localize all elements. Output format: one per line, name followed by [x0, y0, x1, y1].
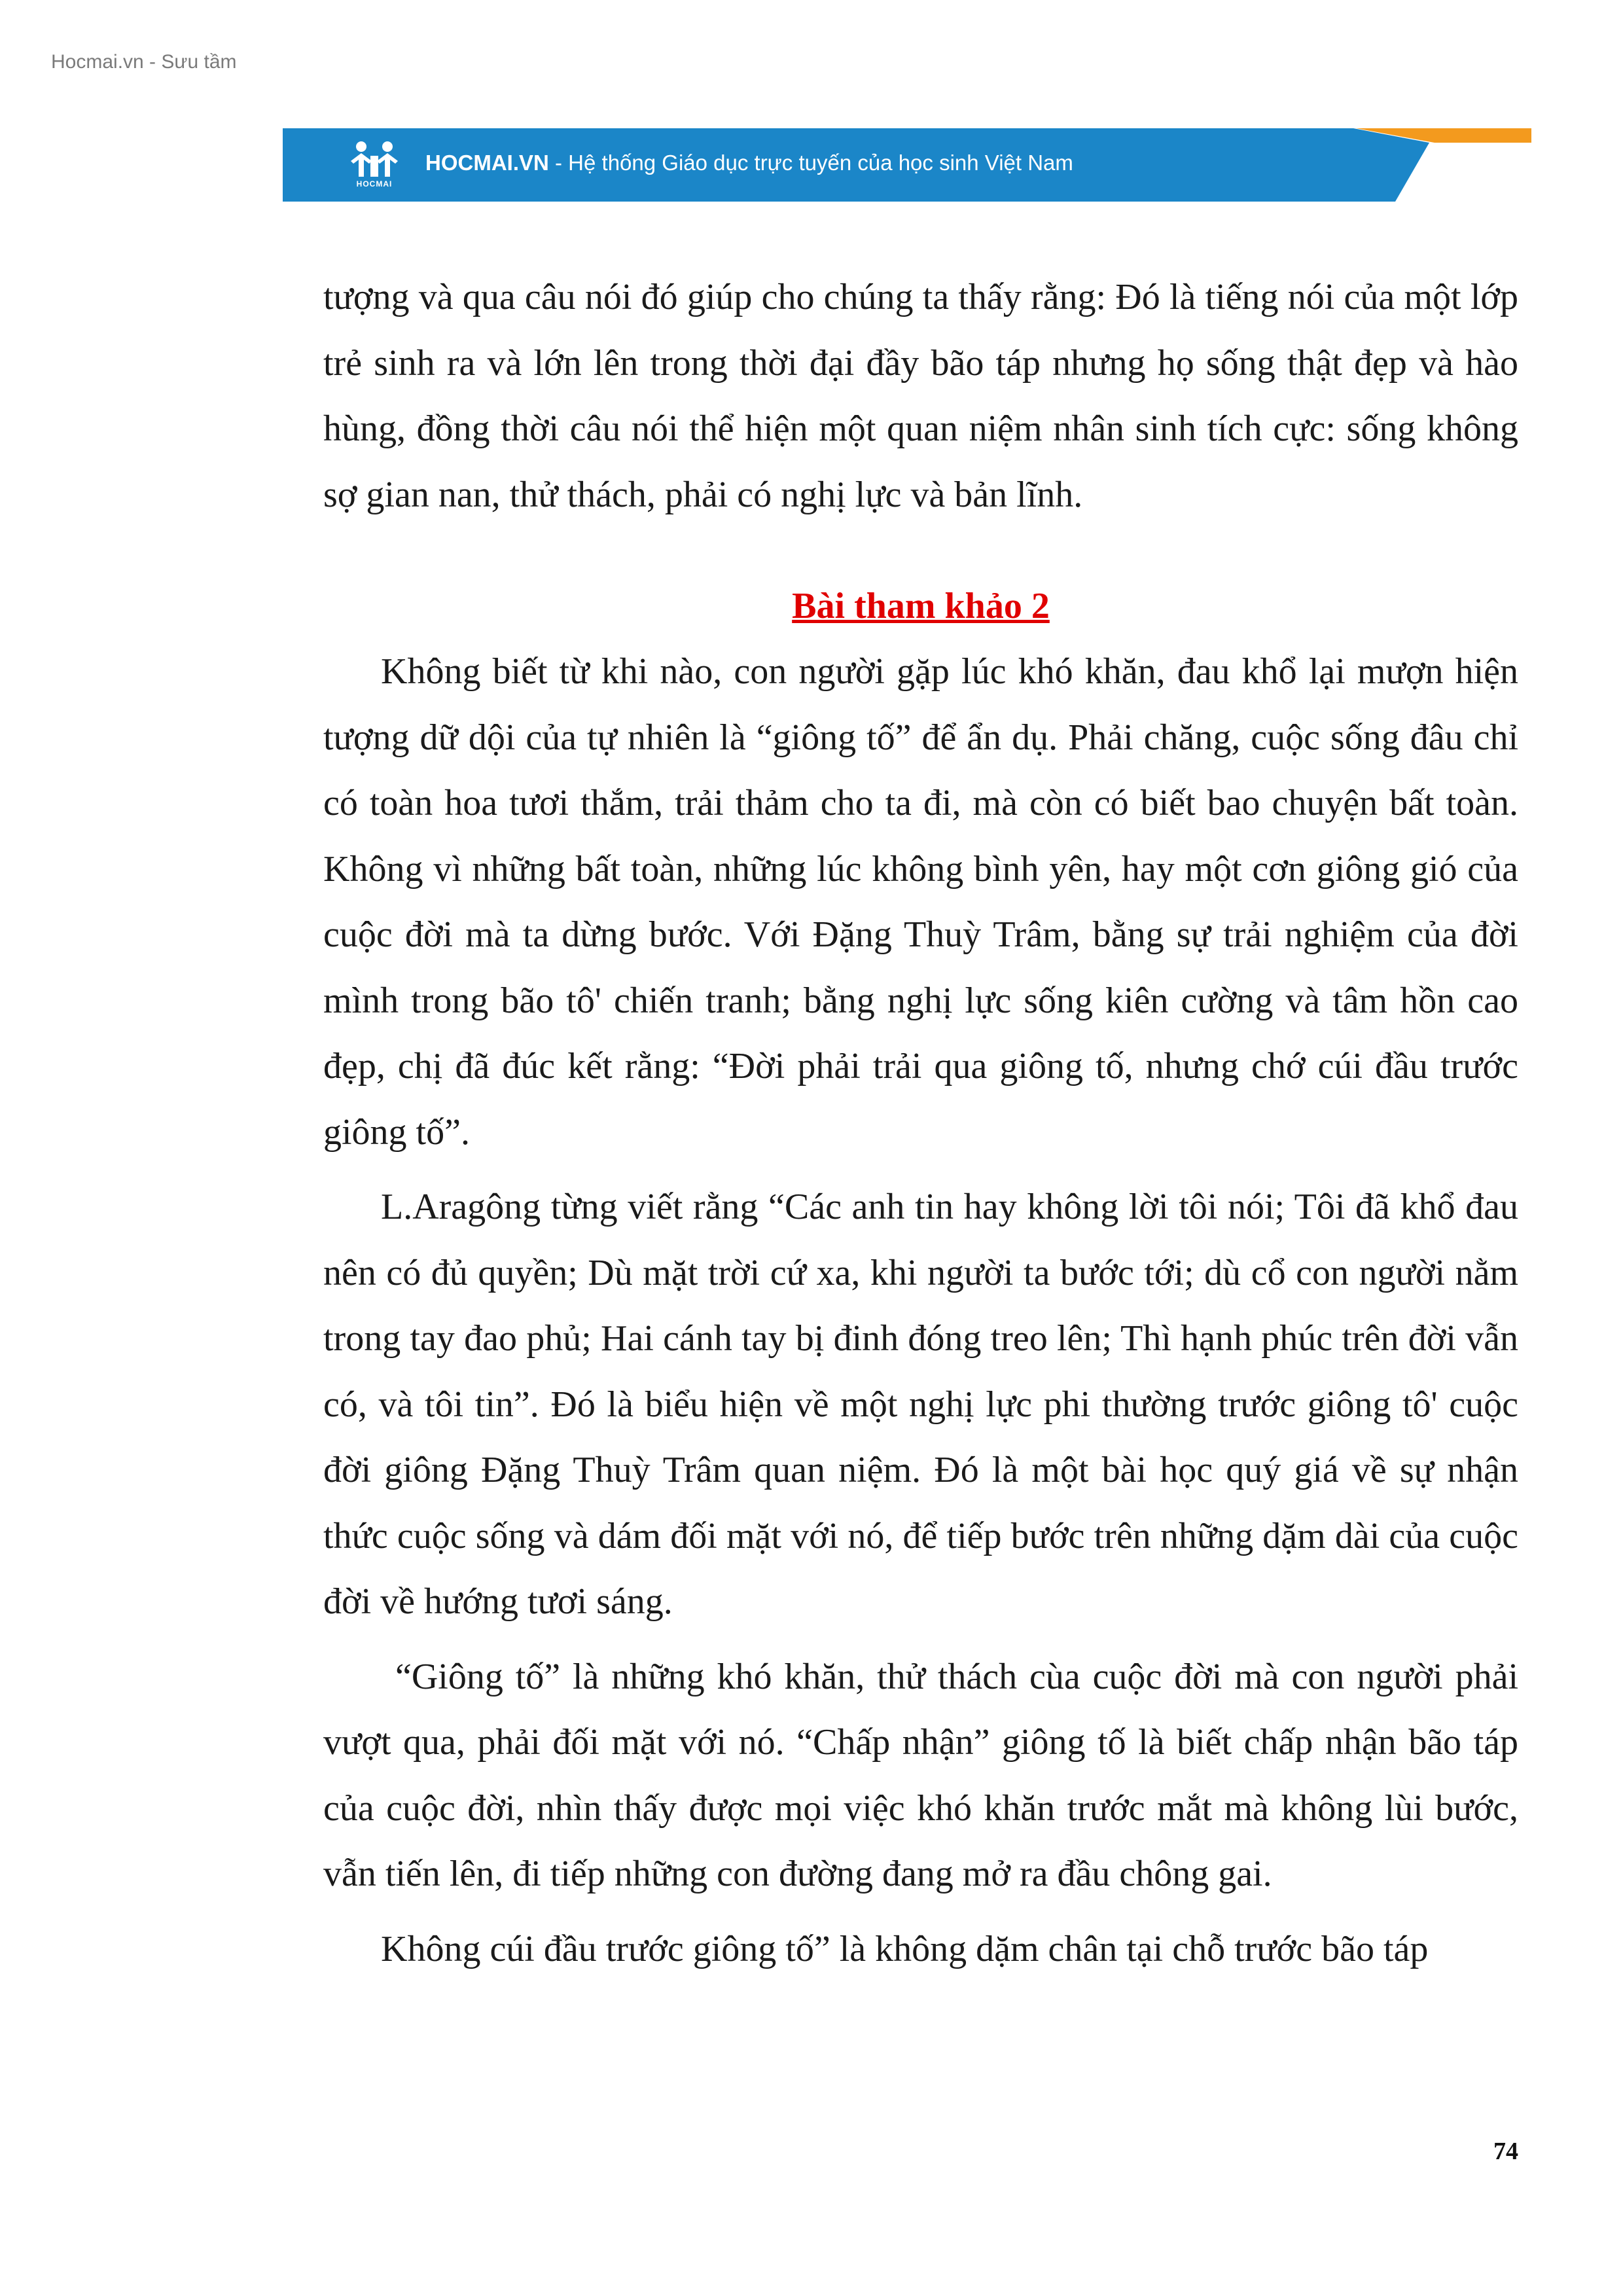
- hocmai-logo-icon: [347, 139, 402, 191]
- body-paragraph: “Giông tố” là những khó khăn, thử thách cùa cuộc đời mà con người phải vượt qua, phải đối mặt với nó. “Chấp nhận” giông tố là biết chấp nhận bão táp của cuộc đời, nhìn thấy được mọi việc khó khăn trước mắt mà không lùi bước, vẫn tiến lên, đi tiếp những con đường đang mở ra đầu chông gai.: [323, 1656, 1518, 1894]
- source-note: Hocmai.vn - Sưu tầm: [51, 51, 237, 73]
- intro-paragraph: tượng và qua câu nói đó giúp cho chúng ta thấy rằng: Đó là tiếng nói của một lớp trẻ sinh ra và lớn lên trong thời đại đầy bão táp nhưng họ sống thật đẹp và hào hùng, đồng thời câu nói thể hiện một quan niệm nhân sinh tích cực: sống không sợ gian nan, thử thách, phải có nghị lực và bản lĩnh.: [323, 277, 1518, 515]
- brand-name: HOCMAI.VN: [425, 151, 549, 175]
- banner-title: [425, 151, 1073, 175]
- section-heading: Bài tham khảo 2: [792, 586, 1050, 626]
- body-paragraph: Không cúi đầu trước giông tố” là không dặm chân tại chỗ trước bão táp: [381, 1928, 1429, 1969]
- logo-caption: HOCMAI: [356, 179, 393, 188]
- document-body: [323, 264, 1518, 1982]
- brand-tagline: - Hệ thống Giáo dục trực tuyến của học sinh Việt Nam: [548, 151, 1073, 175]
- page-number: 74: [1493, 2138, 1518, 2165]
- header-banner: [283, 128, 1531, 202]
- body-paragraph: L.Aragông từng viết rằng “Các anh tin hay không lời tôi nói; Tôi đã khổ đau nên có đủ quyền; Dù mặt trời cứ xa, khi người ta bước tới; dù cổ con người nằm trong tay đao phủ; Hai cánh tay bị đinh đóng treo lên; Thì hạnh phúc trên đời vẫn có, và tôi tin”. Đó là biểu hiện về một nghị lực phi thường trước giông tô' cuộc đời giông Đặng Thuỳ Trâm quan niệm. Đó là một bài học quý giá về sự nhận thức cuộc sống và dám đối mặt với nó, để tiếp bước trên những dặm dài của cuộc đời về hướng tươi sáng.: [323, 1187, 1518, 1622]
- body-paragraph: Không biết từ khi nào, con người gặp lúc khó khăn, đau khổ lại mượn hiện tượng dữ dội của tự nhiên là “giông tố” để ẩn dụ. Phải chăng, cuộc sống đâu chỉ có toàn hoa tươi thắm, trải thảm cho ta đi, mà còn có biết bao chuyện bất toàn. Không vì những bất toàn, những lúc không bình yên, hay một cơn giông gió của cuộc đời mà ta dừng bước. Với Đặng Thuỳ Trâm, bằng sự trải nghiệm của đời mình trong bão tô' chiến tranh; bằng nghị lực sống kiên cường và tâm hồn cao đẹp, chị đã đúc kết rằng: “Đời phải trải qua giông tố, nhưng chớ cúi đầu trước giông tố”.: [323, 651, 1518, 1153]
